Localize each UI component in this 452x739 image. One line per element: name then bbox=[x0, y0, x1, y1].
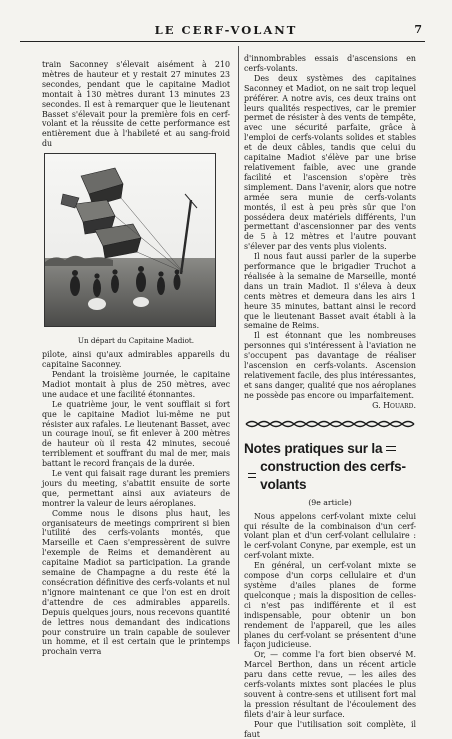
paragraph: Pendant la troisième journée, le capitaine Madiot montait à plus de 250 mètres, avec une audace et une facilité étonnantes. bbox=[42, 369, 230, 399]
paragraph: Or, — comme l'a fort bien observé M. Marcel Berthon, dans un récent article paru dans cette revue, — les ailes des cerfs-volants mixtes sont placées le plus souvent à contre-sens et utilisent fort mal la pression résultant de l'écoulement des filets d'air à leur surface. bbox=[244, 650, 416, 719]
right-column bbox=[244, 54, 416, 739]
paragraph-text: Il est étonnant que les nombreuses personnes qui s'intéressent à l'aviation ne s'occupent pas davantage de réaliser l'ascension en cerfs-volants. Ascension relativement facile, des plus intéressantes, et sans danger, qualité que nos aéroplanes ne possède pas encore ou imparfaitement. bbox=[244, 331, 416, 400]
paragraph: pilote, ainsi qu'aux admirables appareils du capitaine Saconney. bbox=[42, 350, 230, 370]
paragraph: Il nous faut aussi parler de la superbe performance que le brigadier Truchot a réalisée à la semaine de Marseille, monté dans un train Madiot. Il s'éleva à deux cents mètres et demeura dans les airs 1 heure 35 minutes, battant ainsi le record que le lieutenant Basset avait établi à la semaine de Reims. bbox=[244, 252, 416, 331]
title-rule bbox=[386, 446, 396, 451]
header-rule bbox=[20, 41, 425, 42]
paragraph: En général, un cerf-volant mixte se compose d'un corps cellulaire et d'un système d'ailes planes de forme quelconque ; mais la disposition de celles-ci n'est pas indifférente et il est indispensable, pour obtenir un bon rendement de l'appareil, que les ailes planes du cerf-volant se présentent d'une façon judicieuse. bbox=[244, 561, 416, 650]
column-rule bbox=[238, 46, 239, 644]
paragraph: Le quatrième jour, le vent soufflait si fort que le capitaine Madiot lui-même ne put résister aux rafales. Le lieutenant Basset, avec un courage inouï, se fit enlever à 200 mètres de hauteur où il resta 42 minutes, secoué terriblement et souffrant du mal de mer, mais battant le record français de la durée. bbox=[42, 399, 230, 469]
paragraph: train Saconney s'élevait aisément à 210 mètres de hauteur et y restait 27 minutes 23 secondes, pendant que le capitaine Madiot montait à 130 mètres durant 13 minutes 23 secondes. Il est à remarquer que le lieutenant Basset s'élevait pour la première fois en cerf-volant et la réussite de cette performance est entièrement due à l'habileté et au sang-froid du bbox=[42, 60, 230, 149]
divider-ornament bbox=[244, 419, 416, 429]
title-rule bbox=[248, 473, 256, 478]
paragraph: Pour que l'utilisation soit complète, il faut bbox=[244, 719, 416, 739]
section-title-part: construction des cerfs-volants bbox=[260, 458, 406, 492]
section-title-line bbox=[244, 458, 416, 494]
section-heading bbox=[244, 440, 416, 494]
kite-launch-photo bbox=[45, 154, 215, 326]
left-bottom-text bbox=[42, 350, 230, 657]
section-title-part: Notes pratiques sur la bbox=[244, 440, 383, 456]
paragraph: d'innombrables essais d'ascensions en cerfs-volants. bbox=[244, 54, 416, 73]
paragraph: Comme nous le disons plus haut, les organisateurs de meetings comprirent si bien l'utilité des cerfs-volants montés, que Marseille et Caen s'empressèrent de suivre l'exemple de Reims et demandèrent au capitaine Madiot sa participation. La grande semaine de Champagne a du reste été la consécration définitive des cerfs-volants et nul n'ignore maintenant ce que l'on est en droit d'attendre de ces admirables appareils. Depuis quelques jours, nous recevons quantité de lettres nous demandant des indications pour construire un train capable de soulever un homme, et il est certain que le printemps prochain verra bbox=[42, 508, 230, 657]
running-title: LE CERF-VOLANT bbox=[154, 23, 298, 37]
left-top-text bbox=[42, 60, 230, 149]
paragraph bbox=[244, 331, 416, 410]
left-column bbox=[42, 60, 230, 657]
page-number: 7 bbox=[414, 23, 422, 36]
paragraph: Des deux systèmes des capitaines Saconney et Madiot, on ne sait trop lequel préférer. A notre avis, ces deux trains ont leurs qualités respectives, car le premier permet de résister à des vents de tempête, avec une sécurité parfaite, grâce à l'emploi de cerfs-volants solides et stables et de deux câbles, tandis que celui du capitaine Madiot s'élève par une brise relativement faible, avec une grande facilité et l'ascension s'opère très simplement. Dans l'avenir, alors que notre armée sera munie de cerfs-volants montés, il est à peu près sûr que l'on possédera deux matériels différents, l'un permettant d'ascensionner par des vents de 5 à 12 mètres et l'autre pouvant s'élever par des vents plus violents. bbox=[244, 73, 416, 252]
section-subtitle: (9e article) bbox=[308, 497, 352, 507]
photo-figure bbox=[44, 153, 216, 327]
section-title-line bbox=[244, 440, 416, 458]
paragraph: Le vent qui faisait rage durant les premiers jours du meeting, s'abattit ensuite de sorte que, permettant ainsi aux aviateurs de montrer la valeur de leurs aéroplanes. bbox=[42, 469, 230, 508]
author-signature: G. Houard. bbox=[372, 400, 416, 410]
running-head bbox=[0, 23, 452, 39]
figure-caption: Un départ du Capitaine Madiot. bbox=[77, 336, 195, 346]
paragraph: Nous appelons cerf-volant mixte celui qui résulte de la combinaison d'un cerf-volant plan et d'un cerf-volant cellulaire : le cerf-volant Conyne, par exemple, est un cerf-volant mixte. bbox=[244, 511, 416, 561]
